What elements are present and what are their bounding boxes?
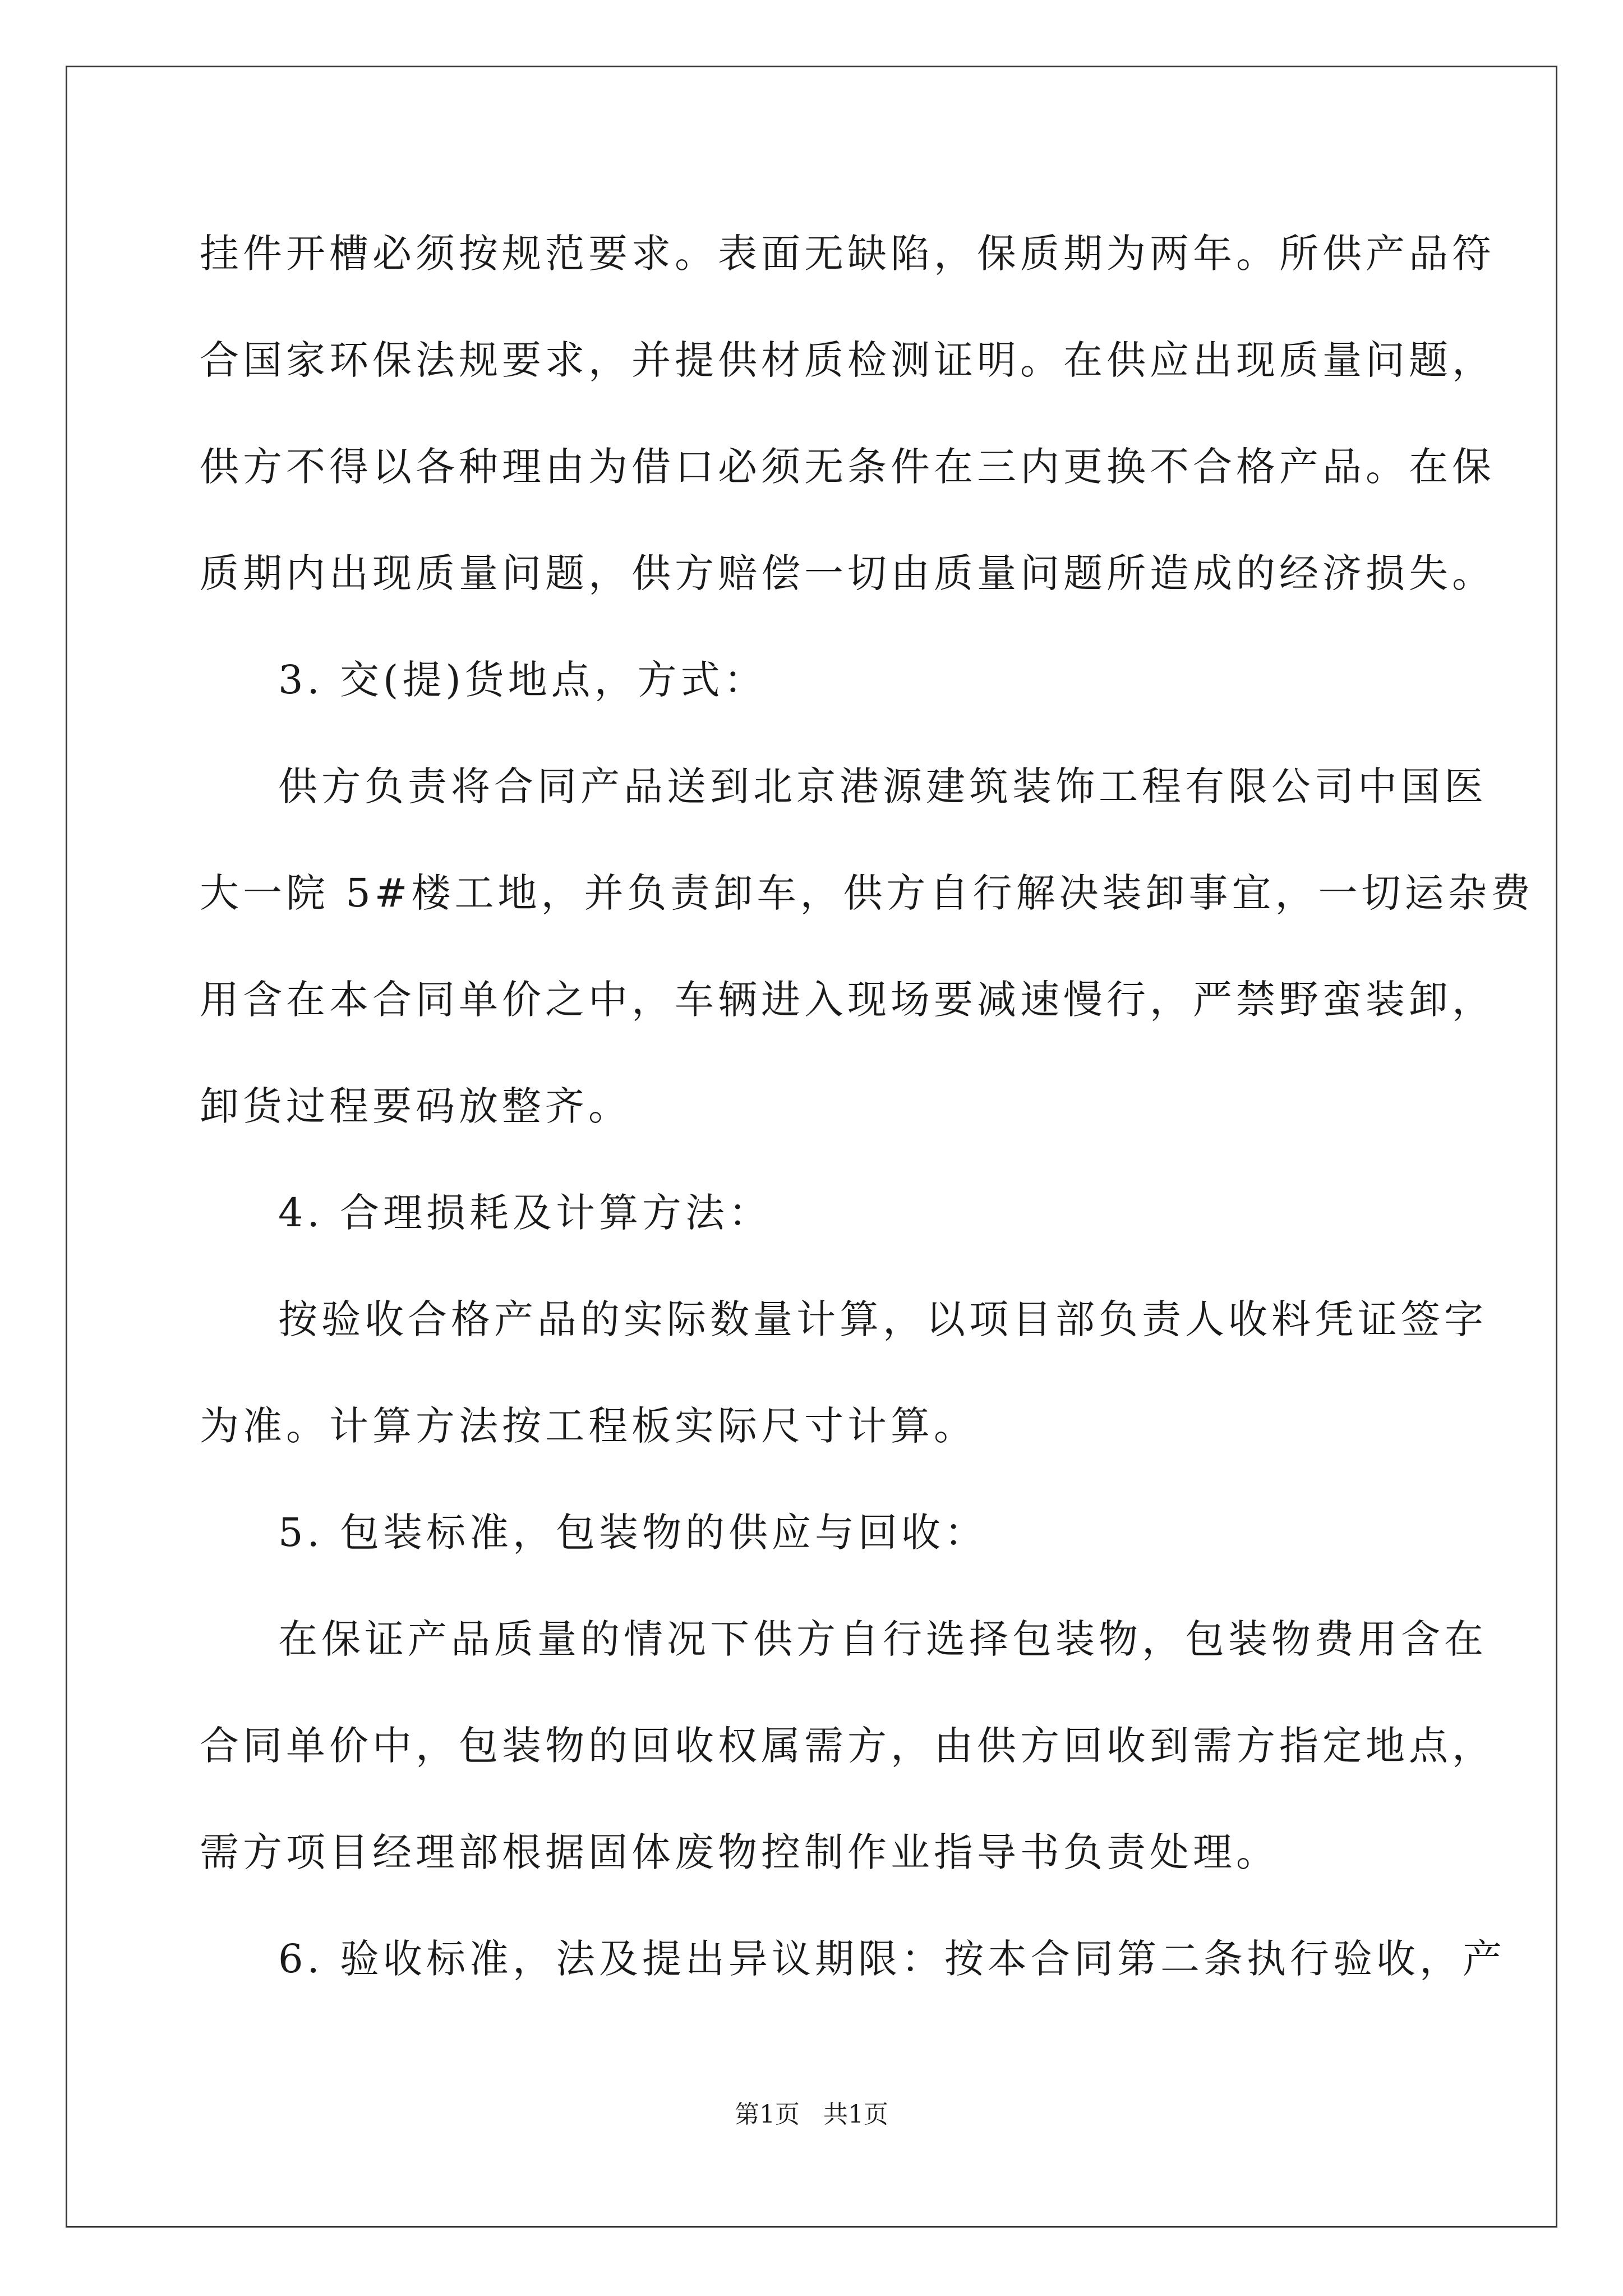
body-line: 供方不得以各种理由为借口必须无条件在三内更换不合格产品。在保 xyxy=(200,444,1495,490)
page-footer: 第1页 共1页 xyxy=(735,2100,888,2129)
body-line: 合同单价中，包装物的回收权属需方，由供方回收到需方指定地点， xyxy=(200,1723,1495,1769)
body-line: 为准。计算方法按工程板实际尺寸计算。 xyxy=(200,1403,977,1449)
body-line: 在保证产品质量的情况下供方自行选择包装物，包装物费用含在 xyxy=(278,1616,1487,1662)
body-line: 大一院 5#楼工地，并负责卸车，供方自行解决装卸事宜，一切运杂费 xyxy=(200,870,1534,916)
body-line: 需方项目经理部根据固体废物控制作业指导书负责处理。 xyxy=(200,1829,1279,1875)
section-heading: 4. 合理损耗及计算方法： xyxy=(278,1190,772,1236)
section-heading: 6. 验收标准，法及提出异议期限：按本合同第二条执行验收，产 xyxy=(278,1936,1506,1982)
section-heading: 5. 包装标准，包装物的供应与回收： xyxy=(278,1510,988,1556)
body-line: 质期内出现质量问题，供方赔偿一切由质量问题所造成的经济损失。 xyxy=(200,550,1495,596)
body-line: 卸货过程要码放整齐。 xyxy=(200,1083,631,1129)
body-line: 合国家环保法规要求，并提供材质检测证明。在供应出现质量问题， xyxy=(200,337,1495,383)
body-line: 按验收合格产品的实际数量计算，以项目部负责人收料凭证签字 xyxy=(278,1296,1487,1342)
page-border xyxy=(66,66,1557,2228)
body-line: 供方负责将合同产品送到北京港源建筑装饰工程有限公司中国医 xyxy=(278,763,1487,809)
body-line: 挂件开槽必须按规范要求。表面无缺陷，保质期为两年。所供产品符 xyxy=(200,231,1495,277)
body-line: 用含在本合同单价之中，车辆进入现场要减速慢行，严禁野蛮装卸， xyxy=(200,977,1495,1023)
section-heading: 3. 交(提)货地点，方式： xyxy=(278,657,767,703)
